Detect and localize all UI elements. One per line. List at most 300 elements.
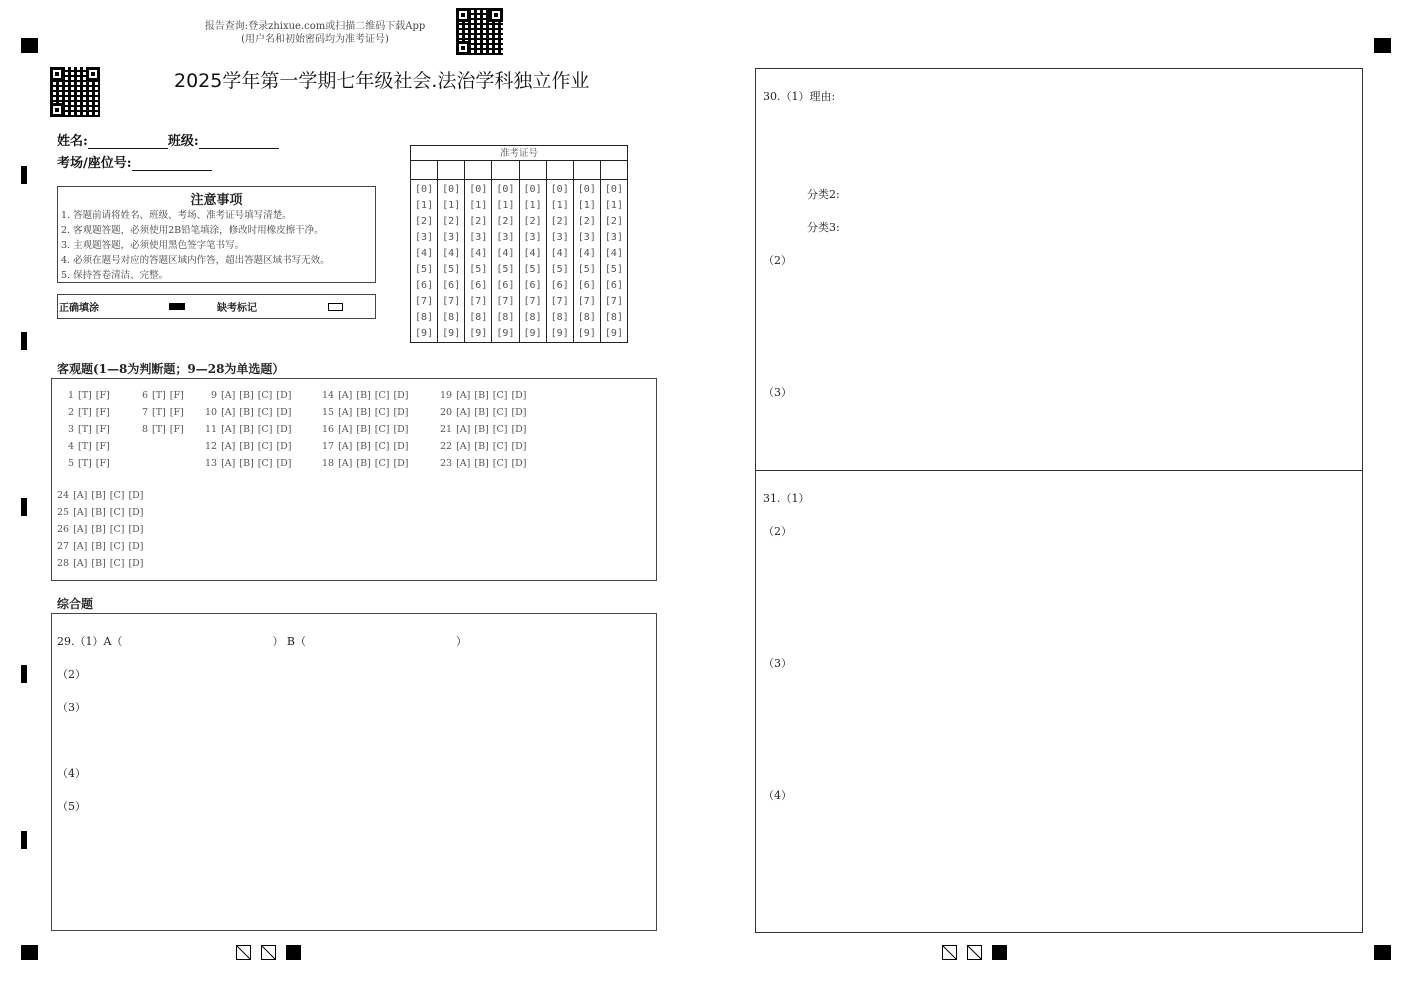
exam-id-bubble[interactable]: [5]: [469, 264, 488, 275]
exam-id-bubble[interactable]: [3]: [523, 232, 542, 243]
qr-code-download: [456, 8, 503, 55]
exam-id-bubble[interactable]: [1]: [442, 200, 461, 211]
question-number: 16: [322, 424, 335, 435]
answer-bubble[interactable]: [C]: [109, 558, 125, 569]
class-field[interactable]: [199, 135, 279, 149]
q29-part3-label: （3）: [57, 701, 86, 714]
answer-bubble[interactable]: [D]: [511, 441, 527, 452]
exam-id-bubble[interactable]: [7]: [604, 296, 623, 307]
answer-bubble[interactable]: [A]: [456, 390, 471, 401]
question-number: 4: [67, 441, 74, 452]
exam-id-digit-box[interactable]: [520, 161, 547, 179]
answer-bubble[interactable]: [D]: [393, 407, 409, 418]
exam-id-bubble[interactable]: [8]: [577, 312, 596, 323]
answer-bubble[interactable]: [A]: [221, 407, 236, 418]
exam-id-bubble[interactable]: [9]: [415, 328, 434, 339]
exam-id-bubble[interactable]: [8]: [523, 312, 542, 323]
page-mark-slash-icon: [942, 945, 957, 960]
answer-bubble[interactable]: [B]: [474, 424, 489, 435]
exam-id-bubble[interactable]: [3]: [469, 232, 488, 243]
timing-mark-1: [21, 166, 27, 184]
qr-code-sheet: [50, 67, 100, 117]
notice-item: 5. 保持答卷清洁、完整。: [61, 270, 169, 281]
room-seat-field[interactable]: [132, 157, 212, 171]
question-number: 9: [210, 390, 217, 401]
exam-id-bubble[interactable]: [8]: [442, 312, 461, 323]
exam-id-bubble[interactable]: [9]: [496, 328, 515, 339]
answer-bubble[interactable]: [B]: [356, 458, 371, 469]
answer-bubble[interactable]: [C]: [492, 390, 508, 401]
q29-part1: [57, 633, 467, 649]
answer-bubble[interactable]: [C]: [257, 424, 273, 435]
q31-answer-box[interactable]: [755, 470, 1363, 933]
question-number: 23: [440, 458, 453, 469]
question-number: 22: [440, 441, 453, 452]
exam-id-bubble[interactable]: [6]: [415, 280, 434, 291]
answer-bubble[interactable]: [B]: [91, 558, 106, 569]
exam-id-bubble[interactable]: [7]: [469, 296, 488, 307]
answer-bubble[interactable]: [D]: [276, 407, 292, 418]
answer-bubble[interactable]: [A]: [338, 424, 353, 435]
answer-bubble[interactable]: [B]: [91, 490, 106, 501]
answer-bubble[interactable]: [A]: [456, 458, 471, 469]
q30-answer-box[interactable]: [755, 68, 1363, 471]
q31-part1-label: 31.（1）: [763, 492, 810, 505]
exam-id-bubble[interactable]: [4]: [523, 248, 542, 259]
exam-id-bubble[interactable]: [9]: [523, 328, 542, 339]
exam-id-bubble[interactable]: [9]: [550, 328, 569, 339]
exam-id-bubble[interactable]: [5]: [523, 264, 542, 275]
exam-id-digit-box[interactable]: [547, 161, 574, 179]
exam-id-bubble[interactable]: [9]: [577, 328, 596, 339]
question-row: [205, 441, 296, 452]
answer-bubble[interactable]: [B]: [239, 407, 254, 418]
question-number: 13: [205, 458, 218, 469]
q29-part1-b-label: ） B（: [272, 635, 307, 648]
exam-id-bubble[interactable]: [2]: [550, 216, 569, 227]
question-number: 25: [57, 507, 70, 518]
exam-id-bubble[interactable]: [3]: [604, 232, 623, 243]
exam-id-bubble[interactable]: [6]: [550, 280, 569, 291]
notice-item: 3. 主观题答题，必须使用黑色签字笔书写。: [61, 240, 245, 251]
question-row: [57, 490, 148, 501]
answer-bubble[interactable]: [B]: [239, 390, 254, 401]
answer-bubble[interactable]: [A]: [221, 390, 236, 401]
answer-bubble[interactable]: [D]: [276, 424, 292, 435]
question-number: 2: [67, 407, 74, 418]
exam-id-bubble[interactable]: [0]: [469, 184, 488, 195]
exam-id-digit-box[interactable]: [465, 161, 492, 179]
answer-bubble[interactable]: [B]: [474, 407, 489, 418]
answer-bubble[interactable]: [A]: [73, 507, 88, 518]
question-number: 5: [67, 458, 74, 469]
question-row: [62, 390, 114, 401]
answer-bubble[interactable]: [D]: [128, 524, 144, 535]
exam-id-bubble[interactable]: [1]: [415, 200, 434, 211]
exam-id-bubble[interactable]: [5]: [577, 264, 596, 275]
timing-mark-3: [21, 498, 27, 516]
answer-bubble[interactable]: [C]: [257, 390, 273, 401]
q30-part1-label: 30.（1）理由:: [763, 90, 836, 103]
answer-bubble[interactable]: [C]: [374, 407, 390, 418]
answer-bubble[interactable]: [B]: [474, 390, 489, 401]
corner-mark-top-right: [1374, 38, 1391, 53]
answer-bubble[interactable]: [T]: [152, 407, 166, 418]
answer-bubble[interactable]: [T]: [78, 407, 92, 418]
exam-id-digit-box[interactable]: [574, 161, 601, 179]
question-row: [62, 424, 114, 435]
answer-bubble[interactable]: [C]: [257, 407, 273, 418]
exam-id-bubble[interactable]: [6]: [577, 280, 596, 291]
exam-id-bubble[interactable]: [3]: [442, 232, 461, 243]
report-hint-line1: 报告查询:登录zhixue.com或扫描二维码下载App: [204, 21, 426, 32]
answer-bubble[interactable]: [A]: [338, 441, 353, 452]
answer-bubble[interactable]: [C]: [109, 507, 125, 518]
question-row: [322, 441, 413, 452]
answer-bubble[interactable]: [A]: [338, 390, 353, 401]
notice-box: [57, 186, 376, 283]
corner-mark-bottom-right: [1374, 945, 1391, 960]
name-label: 姓名:: [57, 134, 88, 149]
exam-id-bubble[interactable]: [9]: [442, 328, 461, 339]
question-number: 24: [57, 490, 70, 501]
q29-part4-label: （4）: [57, 767, 86, 780]
exam-id-bubble[interactable]: [5]: [415, 264, 434, 275]
exam-id-bubble[interactable]: [1]: [550, 200, 569, 211]
objective-answer-box: [51, 378, 657, 581]
exam-id-bubble[interactable]: [5]: [550, 264, 569, 275]
answer-bubble[interactable]: [F]: [95, 390, 110, 401]
answer-bubble[interactable]: [T]: [78, 424, 92, 435]
answer-bubble[interactable]: [B]: [91, 524, 106, 535]
exam-id-bubble[interactable]: [0]: [523, 184, 542, 195]
exam-id-digit-box[interactable]: [438, 161, 465, 179]
answer-bubble[interactable]: [C]: [374, 441, 390, 452]
page-mark-filled-icon: [992, 945, 1007, 960]
answer-bubble[interactable]: [B]: [356, 424, 371, 435]
answer-bubble[interactable]: [C]: [257, 441, 273, 452]
q30-part2-label: （2）: [763, 254, 792, 267]
exam-id-title: 准考证号: [411, 146, 627, 161]
exam-id-bubble[interactable]: [9]: [469, 328, 488, 339]
question-row: [322, 458, 413, 469]
answer-bubble[interactable]: [B]: [356, 407, 371, 418]
correct-fill-label: 正确填涂: [59, 303, 99, 314]
exam-id-bubble[interactable]: [7]: [523, 296, 542, 307]
question-row: [205, 407, 296, 418]
question-row: [322, 407, 413, 418]
exam-id-bubble[interactable]: [2]: [577, 216, 596, 227]
question-row: [57, 507, 148, 518]
answer-bubble[interactable]: [D]: [128, 541, 144, 552]
answer-bubble[interactable]: [D]: [128, 507, 144, 518]
answer-bubble[interactable]: [T]: [78, 390, 92, 401]
exam-id-bubble[interactable]: [9]: [604, 328, 623, 339]
answer-bubble[interactable]: [F]: [95, 424, 110, 435]
question-row: [322, 424, 413, 435]
exam-id-bubble[interactable]: [2]: [442, 216, 461, 227]
exam-id-bubble[interactable]: [2]: [496, 216, 515, 227]
answer-bubble[interactable]: [A]: [221, 424, 236, 435]
q29-part5-label: （5）: [57, 800, 86, 813]
corner-mark-top-left: [21, 38, 38, 53]
answer-bubble[interactable]: [B]: [91, 541, 106, 552]
question-row: [440, 407, 531, 418]
exam-id-bubble[interactable]: [0]: [496, 184, 515, 195]
correct-fill-sample: [169, 303, 185, 310]
question-row: [440, 458, 531, 469]
answer-bubble[interactable]: [C]: [374, 390, 390, 401]
answer-bubble[interactable]: [D]: [511, 407, 527, 418]
exam-id-bubble[interactable]: [2]: [469, 216, 488, 227]
question-number: 17: [322, 441, 335, 452]
exam-id-bubble[interactable]: [7]: [577, 296, 596, 307]
answer-bubble[interactable]: [T]: [78, 458, 92, 469]
page-mark-slash-icon: [967, 945, 982, 960]
exam-id-bubble[interactable]: [8]: [469, 312, 488, 323]
exam-id-write-row: [411, 161, 627, 180]
question-row: [57, 524, 148, 535]
notice-title: 注意事项: [190, 193, 243, 208]
exam-id-bubble[interactable]: [1]: [577, 200, 596, 211]
answer-bubble[interactable]: [B]: [239, 441, 254, 452]
question-row: [205, 390, 295, 401]
page-mark-filled-icon: [286, 945, 301, 960]
answer-bubble[interactable]: [A]: [338, 407, 353, 418]
answer-bubble[interactable]: [D]: [276, 441, 292, 452]
question-number: 6: [141, 390, 148, 401]
exam-id-bubble[interactable]: [0]: [604, 184, 623, 195]
answer-bubble[interactable]: [A]: [73, 524, 88, 535]
answer-bubble[interactable]: [B]: [356, 441, 371, 452]
answer-bubble[interactable]: [D]: [393, 458, 409, 469]
answer-bubble[interactable]: [C]: [374, 424, 390, 435]
answer-bubble[interactable]: [D]: [393, 424, 409, 435]
answer-bubble[interactable]: [F]: [95, 458, 110, 469]
room-seat-label: 考场/座位号:: [57, 156, 132, 171]
answer-bubble[interactable]: [C]: [492, 407, 508, 418]
page-mark-slash-icon: [261, 945, 276, 960]
question-number: 20: [440, 407, 453, 418]
question-row: [62, 407, 114, 418]
exam-id-bubble[interactable]: [4]: [577, 248, 596, 259]
exam-id-bubble[interactable]: [3]: [415, 232, 434, 243]
exam-id-bubble[interactable]: [6]: [496, 280, 515, 291]
answer-bubble[interactable]: [C]: [492, 441, 508, 452]
answer-bubble[interactable]: [F]: [169, 407, 184, 418]
answer-bubble[interactable]: [C]: [374, 458, 390, 469]
exam-id-bubble[interactable]: [0]: [442, 184, 461, 195]
exam-id-bubble[interactable]: [6]: [523, 280, 542, 291]
exam-id-column: [465, 180, 492, 342]
notice-item: 1. 答题前请将姓名、班级、考场、准考证号填写清楚。: [61, 210, 292, 221]
exam-id-column: [411, 180, 438, 342]
exam-id-column: [492, 180, 519, 342]
absent-mark-label: 缺考标记: [217, 303, 257, 314]
exam-id-bubble[interactable]: [6]: [604, 280, 623, 291]
answer-bubble[interactable]: [D]: [128, 558, 144, 569]
answer-bubble[interactable]: [D]: [276, 458, 292, 469]
exam-id-bubble[interactable]: [2]: [604, 216, 623, 227]
fill-legend: [57, 294, 376, 319]
exam-id-bubble[interactable]: [8]: [604, 312, 623, 323]
exam-id-bubble[interactable]: [4]: [604, 248, 623, 259]
notice-item: 4. 必须在题号对应的答题区域内作答，超出答题区域书写无效。: [61, 255, 330, 266]
answer-bubble[interactable]: [B]: [239, 424, 254, 435]
question-row: [62, 458, 114, 469]
answer-bubble[interactable]: [C]: [257, 458, 273, 469]
exam-id-bubble[interactable]: [5]: [442, 264, 461, 275]
report-hint-line2: (用户名和初始密码均为准考证号): [241, 34, 389, 45]
exam-id-bubble[interactable]: [4]: [496, 248, 515, 259]
exam-id-bubble[interactable]: [1]: [604, 200, 623, 211]
exam-id-table: [410, 145, 628, 343]
exam-id-digit-box[interactable]: [411, 161, 438, 179]
exam-id-bubble[interactable]: [7]: [550, 296, 569, 307]
question-row: [440, 424, 531, 435]
report-hint: [190, 20, 440, 46]
exam-id-column: [520, 180, 547, 342]
exam-id-bubble[interactable]: [3]: [550, 232, 569, 243]
answer-bubble[interactable]: [A]: [456, 424, 471, 435]
question-number: 12: [205, 441, 218, 452]
name-field[interactable]: [88, 135, 168, 149]
timing-mark-5: [21, 831, 27, 849]
exam-id-bubble[interactable]: [1]: [469, 200, 488, 211]
answer-bubble[interactable]: [F]: [95, 441, 110, 452]
answer-bubble[interactable]: [A]: [73, 558, 88, 569]
answer-bubble[interactable]: [F]: [169, 424, 184, 435]
answer-bubble[interactable]: [B]: [356, 390, 371, 401]
question-number: 11: [205, 424, 218, 435]
name-field-row: [57, 130, 279, 149]
exam-id-bubble[interactable]: [6]: [442, 280, 461, 291]
question-number: 26: [57, 524, 70, 535]
exam-id-bubble[interactable]: [5]: [496, 264, 515, 275]
exam-id-column: [601, 180, 627, 342]
room-seat-row: [57, 152, 212, 171]
answer-bubble[interactable]: [A]: [221, 441, 236, 452]
answer-bubble[interactable]: [A]: [73, 541, 88, 552]
exam-id-bubble[interactable]: [2]: [523, 216, 542, 227]
exam-id-bubble[interactable]: [2]: [415, 216, 434, 227]
question-row: [136, 407, 188, 418]
question-row: [440, 441, 531, 452]
answer-bubble[interactable]: [D]: [511, 458, 527, 469]
answer-bubble[interactable]: [A]: [73, 490, 88, 501]
q30-class2-label: 分类2:: [807, 188, 840, 201]
exam-id-bubble[interactable]: [7]: [442, 296, 461, 307]
page-title: 2025学年第一学期七年级社会.法治学科独立作业: [174, 70, 590, 92]
exam-id-digit-box[interactable]: [492, 161, 519, 179]
exam-id-bubble[interactable]: [7]: [415, 296, 434, 307]
answer-bubble[interactable]: [B]: [91, 507, 106, 518]
exam-id-column: [438, 180, 465, 342]
exam-id-column: [547, 180, 574, 342]
exam-id-bubble[interactable]: [8]: [415, 312, 434, 323]
exam-id-bubble[interactable]: [5]: [604, 264, 623, 275]
q29-part1-close: ）: [456, 635, 468, 648]
exam-id-bubble[interactable]: [4]: [415, 248, 434, 259]
exam-id-bubble[interactable]: [1]: [496, 200, 515, 211]
answer-bubble[interactable]: [A]: [456, 441, 471, 452]
q31-part3-label: （3）: [763, 657, 792, 670]
answer-bubble[interactable]: [F]: [95, 407, 110, 418]
answer-bubble[interactable]: [C]: [492, 424, 508, 435]
q31-part4-label: （4）: [763, 789, 792, 802]
question-row: [205, 458, 296, 469]
q30-part3-label: （3）: [763, 386, 792, 399]
answer-bubble[interactable]: [D]: [511, 424, 527, 435]
exam-id-bubble[interactable]: [3]: [496, 232, 515, 243]
question-number: 7: [141, 407, 148, 418]
question-number: 8: [141, 424, 148, 435]
answer-bubble[interactable]: [B]: [239, 458, 254, 469]
objective-section-title: 客观题(1—8为判断题；9—28为单选题）: [57, 362, 285, 376]
answer-bubble[interactable]: [A]: [456, 407, 471, 418]
absent-mark-checkbox[interactable]: [328, 303, 343, 311]
answer-bubble[interactable]: [C]: [109, 490, 125, 501]
exam-id-bubble[interactable]: [4]: [469, 248, 488, 259]
exam-id-bubble[interactable]: [7]: [496, 296, 515, 307]
q30-class3-label: 分类3:: [807, 221, 840, 234]
answer-bubble[interactable]: [C]: [109, 541, 125, 552]
answer-bubble[interactable]: [D]: [276, 390, 292, 401]
question-row: [57, 541, 148, 552]
exam-id-bubble[interactable]: [8]: [496, 312, 515, 323]
answer-bubble[interactable]: [B]: [474, 441, 489, 452]
notice-item: 2. 客观题答题，必须使用2B铅笔填涂，修改时用橡皮擦干净。: [61, 225, 324, 236]
exam-id-bubble[interactable]: [0]: [415, 184, 434, 195]
question-row: [322, 390, 413, 401]
answer-bubble[interactable]: [D]: [393, 390, 409, 401]
exam-id-bubble[interactable]: [4]: [550, 248, 569, 259]
answer-bubble[interactable]: [A]: [338, 458, 353, 469]
exam-id-bubble[interactable]: [8]: [550, 312, 569, 323]
answer-bubble[interactable]: [D]: [393, 441, 409, 452]
question-row: [205, 424, 296, 435]
question-row: [136, 424, 188, 435]
answer-bubble[interactable]: [T]: [78, 441, 92, 452]
q29-answer-box[interactable]: [51, 613, 657, 931]
exam-id-bubble[interactable]: [4]: [442, 248, 461, 259]
answer-bubble[interactable]: [C]: [109, 524, 125, 535]
q29-part2-label: （2）: [57, 668, 86, 681]
timing-mark-2: [21, 332, 27, 350]
question-row: [62, 441, 114, 452]
exam-id-bubble[interactable]: [0]: [550, 184, 569, 195]
question-row: [440, 390, 531, 401]
exam-id-bubble[interactable]: [3]: [577, 232, 596, 243]
answer-bubble[interactable]: [A]: [221, 458, 236, 469]
answer-bubble[interactable]: [T]: [152, 390, 166, 401]
question-number: 28: [57, 558, 70, 569]
exam-id-bubble[interactable]: [6]: [469, 280, 488, 291]
exam-id-digit-box[interactable]: [601, 161, 627, 179]
answer-bubble[interactable]: [F]: [169, 390, 184, 401]
timing-mark-4: [21, 665, 27, 683]
answer-bubble[interactable]: [B]: [474, 458, 489, 469]
page-mark-slash-icon: [236, 945, 251, 960]
class-label: 班级:: [167, 134, 199, 149]
answer-bubble[interactable]: [D]: [128, 490, 144, 501]
answer-bubble[interactable]: [T]: [152, 424, 166, 435]
exam-id-bubble[interactable]: [0]: [577, 184, 596, 195]
answer-bubble[interactable]: [C]: [492, 458, 508, 469]
question-row: [136, 390, 188, 401]
answer-bubble[interactable]: [D]: [511, 390, 527, 401]
exam-id-bubble[interactable]: [1]: [523, 200, 542, 211]
